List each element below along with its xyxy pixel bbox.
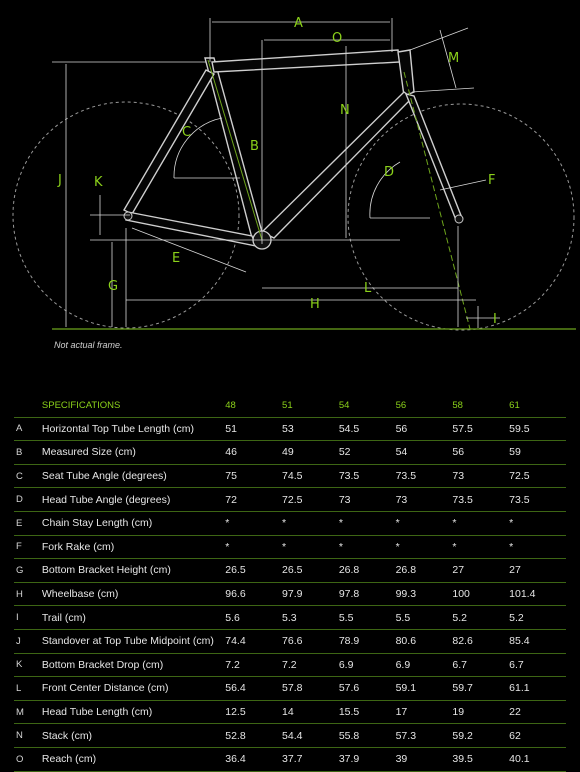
row-value-size-51: 14 [282,700,339,724]
row-value-size-61: 101.4 [509,582,566,606]
row-value-size-58: * [452,535,509,559]
row-value-size-51: 54.4 [282,724,339,748]
row-value-size-54: * [339,535,396,559]
table-row [14,582,566,606]
row-value-size-58: 59.2 [452,724,509,748]
row-value-size-56: 80.6 [396,629,453,653]
row-value-size-61: 27 [509,559,566,583]
label-a: A [294,16,303,31]
label-d: D [384,165,395,180]
bike-frame [124,50,463,249]
row-value-size-54: 26.8 [339,559,396,583]
row-value-size-56: 26.8 [396,559,453,583]
row-value-size-54: 55.8 [339,724,396,748]
row-value-size-48: 5.6 [225,606,282,630]
row-letter: D [14,488,42,512]
table-row [14,653,566,677]
label-j: J [58,173,62,188]
row-value-size-56: * [396,511,453,535]
row-value-size-58: 5.2 [452,606,509,630]
row-value-size-58: 6.7 [452,653,509,677]
row-value-size-58: 82.6 [452,629,509,653]
table-row [14,724,566,748]
row-spec-name: Chain Stay Length (cm) [42,511,225,535]
row-value-size-61: * [509,535,566,559]
table-row [14,559,566,583]
row-spec-name: Horizontal Top Tube Length (cm) [42,417,225,441]
row-value-size-54: 54.5 [339,417,396,441]
row-value-size-61: 59.5 [509,417,566,441]
row-value-size-48: 96.6 [225,582,282,606]
row-value-size-58: 56 [452,441,509,465]
label-l: L [364,281,372,296]
row-value-size-56: 17 [396,700,453,724]
table-row [14,747,566,771]
row-value-size-54: 37.9 [339,747,396,771]
row-value-size-56: 59.1 [396,677,453,701]
row-value-size-48: 26.5 [225,559,282,583]
row-value-size-48: 36.4 [225,747,282,771]
row-letter: J [14,629,42,653]
header-size-51: 51 [282,394,339,417]
row-letter: O [14,747,42,771]
row-value-size-58: 19 [452,700,509,724]
label-b: B [250,139,259,154]
row-value-size-51: 37.7 [282,747,339,771]
table-row [14,417,566,441]
row-value-size-48: * [225,511,282,535]
row-letter: M [14,700,42,724]
row-value-size-48: 52.8 [225,724,282,748]
row-letter: F [14,535,42,559]
label-o: O [332,31,343,46]
row-value-size-54: * [339,511,396,535]
row-letter: H [14,582,42,606]
row-value-size-48: 74.4 [225,629,282,653]
row-value-size-54: 97.8 [339,582,396,606]
header-size-61: 61 [509,394,566,417]
row-value-size-51: * [282,511,339,535]
header-size-56: 56 [396,394,453,417]
row-value-size-48: 12.5 [225,700,282,724]
row-value-size-48: 56.4 [225,677,282,701]
row-value-size-56: 57.3 [396,724,453,748]
row-value-size-54: 52 [339,441,396,465]
row-letter: L [14,677,42,701]
row-value-size-51: 74.5 [282,464,339,488]
row-letter: C [14,464,42,488]
header-specifications: SPECIFICATIONS [42,394,225,417]
row-letter: N [14,724,42,748]
label-g: G [108,279,119,294]
table-row [14,464,566,488]
row-value-size-54: 15.5 [339,700,396,724]
row-value-size-56: 54 [396,441,453,465]
row-value-size-61: 22 [509,700,566,724]
row-value-size-54: 57.6 [339,677,396,701]
row-value-size-58: 100 [452,582,509,606]
row-value-size-54: 5.5 [339,606,396,630]
row-value-size-61: 59 [509,441,566,465]
row-value-size-58: 73 [452,464,509,488]
header-letter-cell [14,394,42,417]
row-spec-name: Measured Size (cm) [42,441,225,465]
row-letter: I [14,606,42,630]
label-n: N [340,103,350,118]
row-letter: G [14,559,42,583]
row-value-size-58: 57.5 [452,417,509,441]
label-e: E [172,251,181,266]
row-spec-name: Stack (cm) [42,724,225,748]
specifications-table [14,394,566,772]
row-value-size-48: 51 [225,417,282,441]
row-value-size-48: 46 [225,441,282,465]
row-spec-name: Seat Tube Angle (degrees) [42,464,225,488]
row-value-size-51: 57.8 [282,677,339,701]
row-letter: E [14,511,42,535]
row-value-size-58: 59.7 [452,677,509,701]
header-size-48: 48 [225,394,282,417]
row-value-size-56: 73 [396,488,453,512]
row-spec-name: Bottom Bracket Drop (cm) [42,653,225,677]
label-f: F [488,173,496,188]
label-h: H [310,297,320,312]
row-letter: A [14,417,42,441]
row-value-size-51: 49 [282,441,339,465]
table-row [14,441,566,465]
disclaimer-note: Not actual frame. [54,340,123,350]
row-spec-name: Standover at Top Tube Midpoint (cm) [42,629,225,653]
row-value-size-61: 6.7 [509,653,566,677]
row-value-size-51: 5.3 [282,606,339,630]
row-spec-name: Head Tube Length (cm) [42,700,225,724]
row-value-size-61: 85.4 [509,629,566,653]
row-value-size-56: 5.5 [396,606,453,630]
row-value-size-56: 39 [396,747,453,771]
row-spec-name: Trail (cm) [42,606,225,630]
row-value-size-56: 99.3 [396,582,453,606]
label-m: M [448,51,460,66]
row-value-size-61: * [509,511,566,535]
header-size-54: 54 [339,394,396,417]
header-size-58: 58 [452,394,509,417]
row-value-size-58: 39.5 [452,747,509,771]
row-value-size-48: * [225,535,282,559]
row-letter: K [14,653,42,677]
row-spec-name: Bottom Bracket Height (cm) [42,559,225,583]
row-value-size-51: 97.9 [282,582,339,606]
table-row [14,511,566,535]
row-value-size-54: 73 [339,488,396,512]
row-value-size-61: 61.1 [509,677,566,701]
row-value-size-51: 7.2 [282,653,339,677]
row-value-size-54: 6.9 [339,653,396,677]
table-header-row [14,394,566,417]
row-spec-name: Head Tube Angle (degrees) [42,488,225,512]
label-k: K [94,175,103,190]
row-value-size-56: * [396,535,453,559]
row-value-size-48: 72 [225,488,282,512]
row-value-size-61: 5.2 [509,606,566,630]
row-value-size-51: 72.5 [282,488,339,512]
table-row [14,629,566,653]
label-c: C [182,125,192,140]
row-spec-name: Reach (cm) [42,747,225,771]
table-row [14,488,566,512]
table-row [14,700,566,724]
row-value-size-61: 72.5 [509,464,566,488]
row-value-size-58: 73.5 [452,488,509,512]
steering-axis [404,72,470,329]
row-spec-name: Fork Rake (cm) [42,535,225,559]
row-value-size-61: 40.1 [509,747,566,771]
row-value-size-51: 53 [282,417,339,441]
row-value-size-51: 26.5 [282,559,339,583]
row-value-size-58: * [452,511,509,535]
table-row [14,535,566,559]
row-value-size-56: 56 [396,417,453,441]
table-row [14,606,566,630]
row-value-size-54: 78.9 [339,629,396,653]
label-i: I [493,312,497,327]
row-letter: B [14,441,42,465]
row-value-size-51: * [282,535,339,559]
frame-geometry-diagram [0,0,580,340]
row-value-size-48: 75 [225,464,282,488]
row-value-size-58: 27 [452,559,509,583]
row-value-size-51: 76.6 [282,629,339,653]
row-value-size-56: 73.5 [396,464,453,488]
row-value-size-54: 73.5 [339,464,396,488]
row-value-size-61: 73.5 [509,488,566,512]
row-spec-name: Wheelbase (cm) [42,582,225,606]
row-value-size-61: 62 [509,724,566,748]
row-value-size-48: 7.2 [225,653,282,677]
row-spec-name: Front Center Distance (cm) [42,677,225,701]
specifications-body [14,417,566,771]
table-row [14,677,566,701]
row-value-size-56: 6.9 [396,653,453,677]
